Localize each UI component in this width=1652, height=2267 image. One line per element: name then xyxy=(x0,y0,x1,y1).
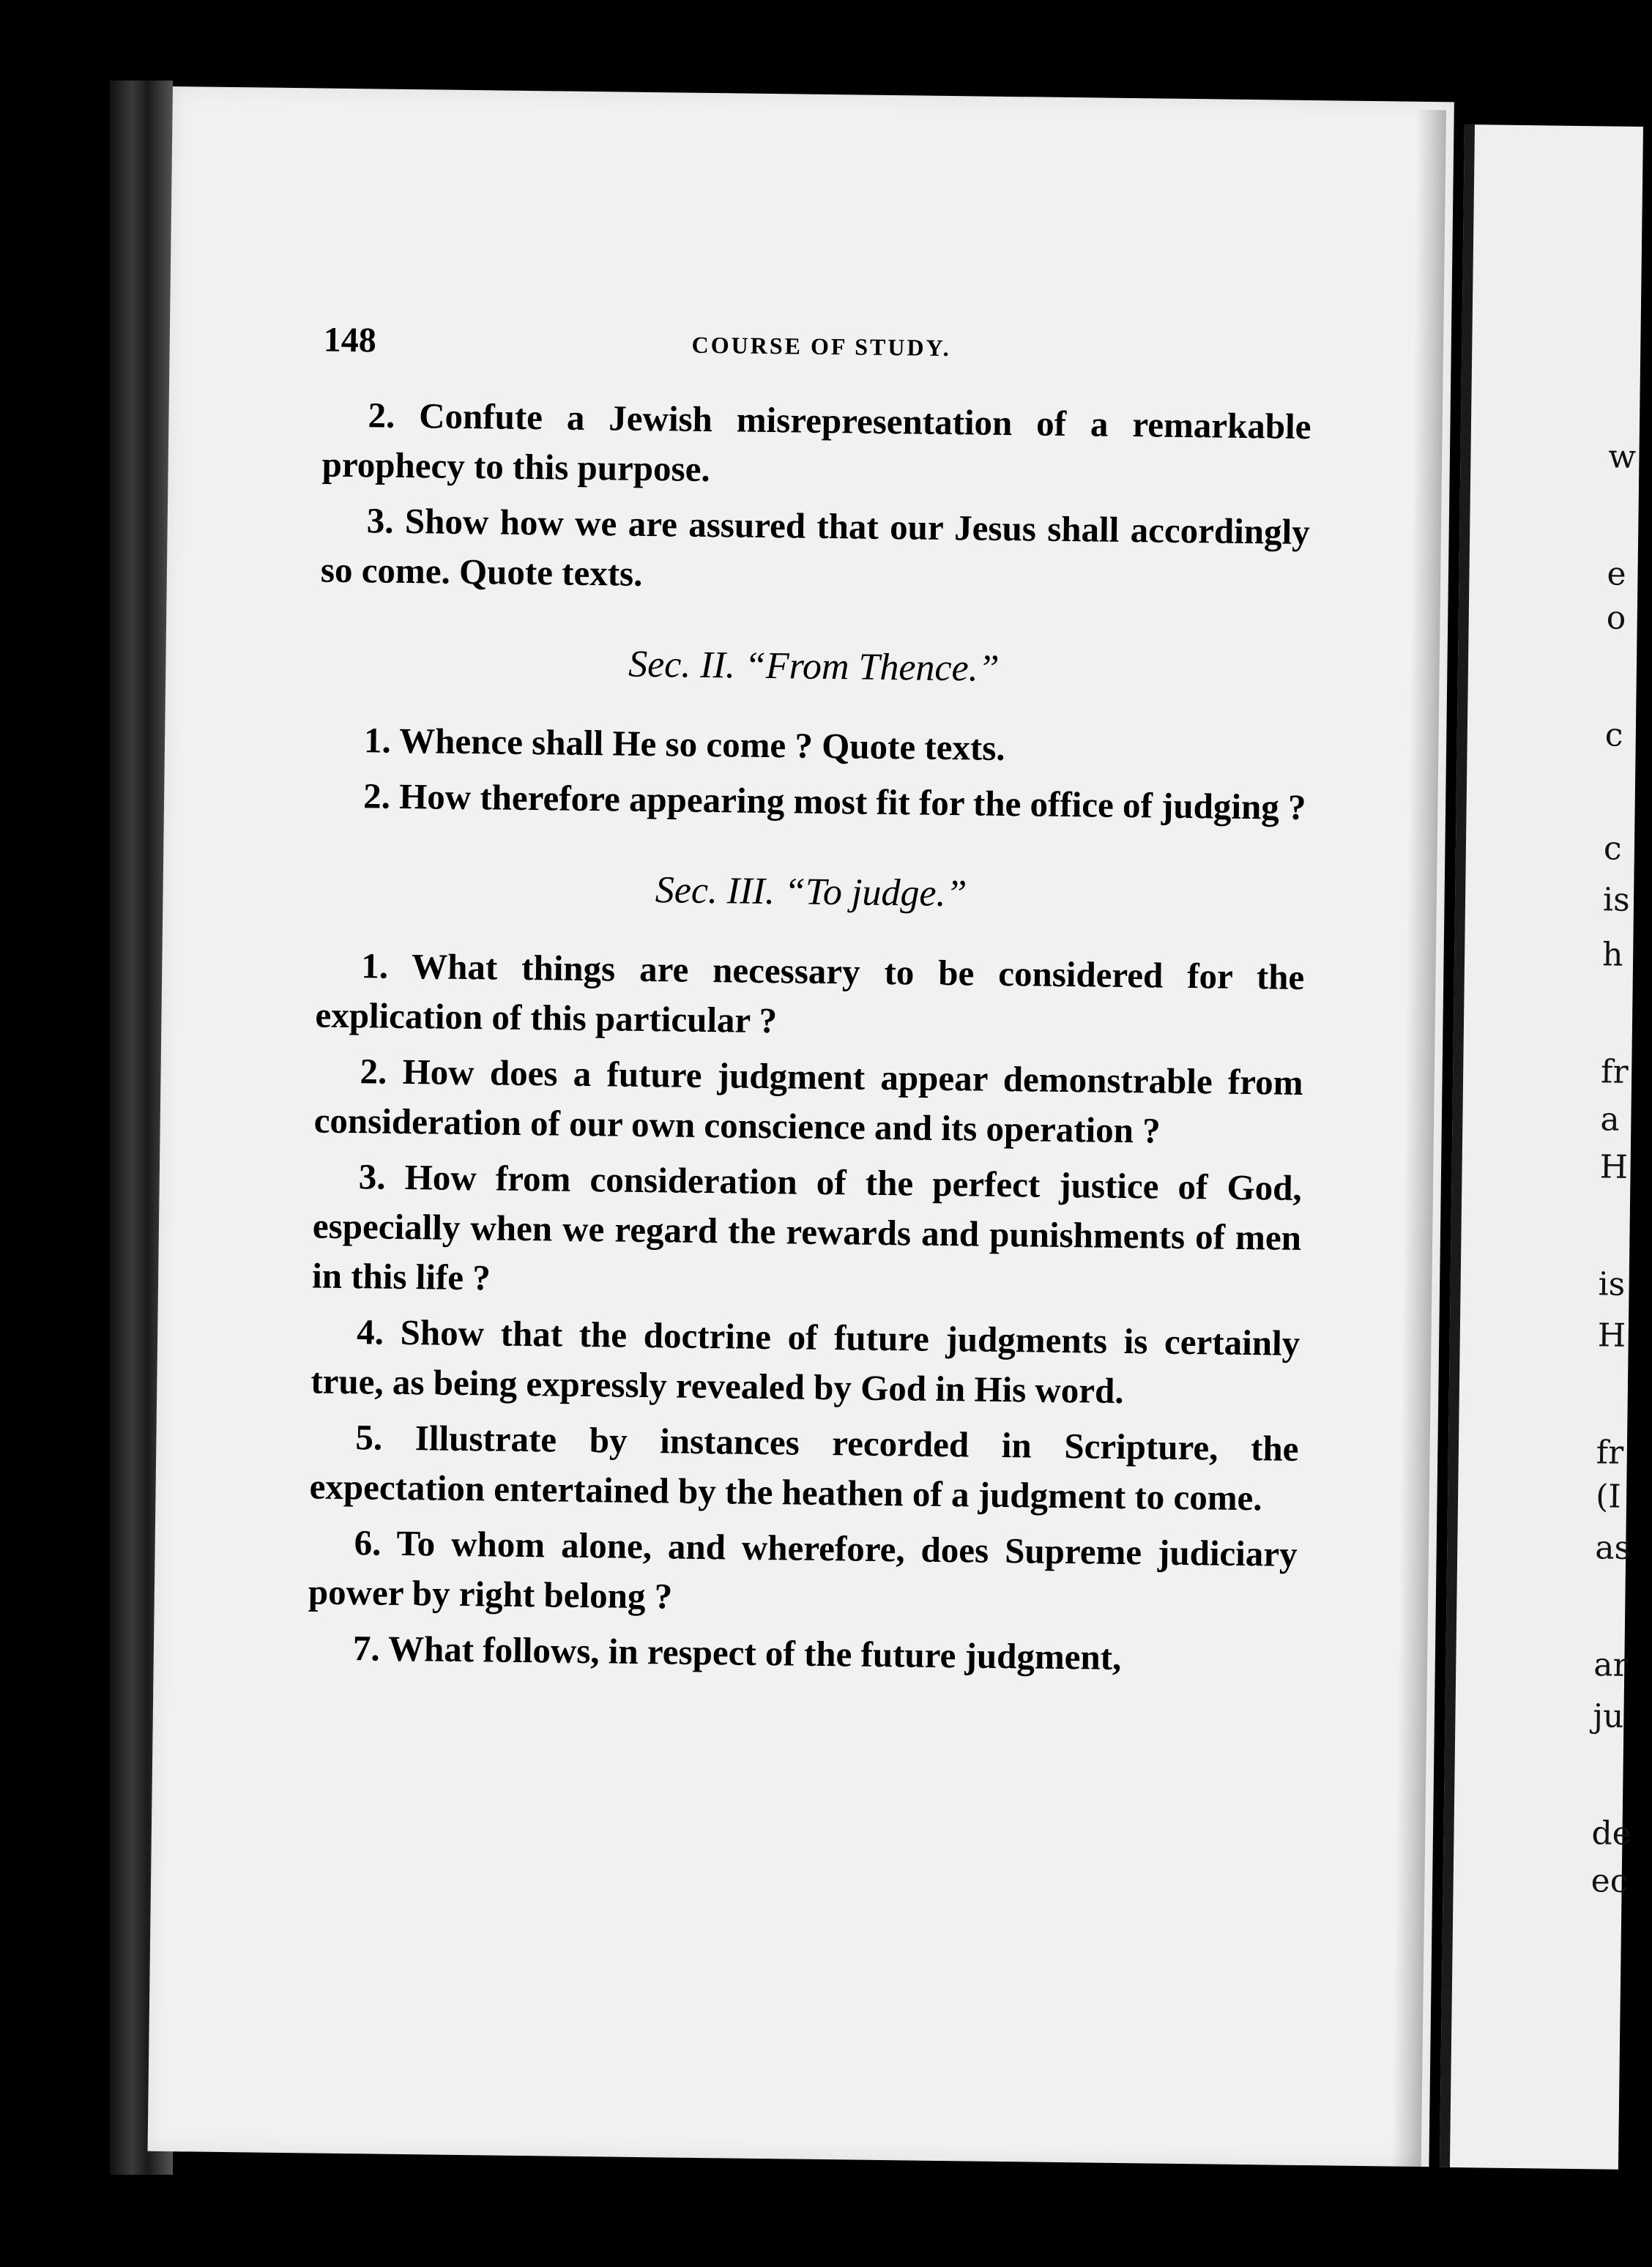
facing-page-fragment: is xyxy=(1602,881,1631,919)
question-item: 3. How from consideration of the perfect justice of God, especially when we regard the rewards and punishments of men in this life ? xyxy=(311,1156,1303,1298)
facing-page-fragment: H xyxy=(1597,1317,1626,1355)
page-number: 148 xyxy=(323,320,377,360)
question-item: 5. Illustrate by instances recorded in Scripture, the expectation entertained by the heathen of a judgment to come. xyxy=(309,1417,1299,1519)
facing-page-fragment: c xyxy=(1603,830,1622,868)
facing-page xyxy=(1440,124,1643,2170)
section-three xyxy=(308,861,1306,1684)
section-continued xyxy=(321,390,1311,607)
question-item: 7. What follows, in respect of the future judgment, xyxy=(352,1628,1122,1678)
facing-page-fragment: fr xyxy=(1600,1053,1629,1091)
facing-page-fragment: ec xyxy=(1590,1862,1629,1900)
facing-page-fragment: h xyxy=(1601,936,1623,974)
section-two xyxy=(318,636,1309,833)
facing-page-fragment: fr xyxy=(1596,1434,1624,1472)
facing-page-fragment: ju xyxy=(1593,1697,1624,1735)
facing-page-fragment: is xyxy=(1598,1265,1626,1303)
facing-page-fragment: w xyxy=(1608,438,1637,476)
facing-page-fragment: c xyxy=(1604,716,1623,754)
facing-page-fragment: as xyxy=(1594,1529,1631,1567)
facing-page-fragment: (I xyxy=(1595,1478,1621,1516)
section-heading: Sec. II. “From Thence.” xyxy=(628,643,1000,690)
question-item: 1. What things are necessary to be considered for the explication of this particular ? xyxy=(315,945,1305,1041)
page-header xyxy=(323,320,1305,376)
section-heading: Sec. III. “To judge.” xyxy=(655,869,967,915)
facing-page-fragment: de xyxy=(1591,1814,1632,1853)
running-head: COURSE OF STUDY. xyxy=(691,331,952,362)
question-item: 1. Whence shall He so come ? Quote texts. xyxy=(363,720,1005,768)
question-item: 2. How does a future judgment appear demonstrable from consideration of our own conscience and its operation ? xyxy=(313,1051,1303,1151)
question-item: 6. To whom alone, and wherefore, does Supreme judiciary power by right belong ? xyxy=(308,1522,1298,1617)
question-item: 3. Show how we are assured that our Jesus shall accordingly so come. Quote texts. xyxy=(320,500,1311,594)
facing-page-fragment: e xyxy=(1607,555,1626,593)
question-item: 2. Confute a Jewish misrepresentation of a remarkable prophecy to this purpose. xyxy=(321,395,1311,490)
facing-page-fragment: o xyxy=(1606,599,1626,637)
page-body xyxy=(307,390,1311,1691)
book-page xyxy=(148,86,1454,2167)
question-item: 2. How therefore appearing most fit for the office of judging ? xyxy=(362,775,1306,827)
facing-page-fragment: a xyxy=(1600,1101,1620,1139)
question-item: 4. Show that the doctrine of future judgments is certainly true, as being expressly revealed by God in His word. xyxy=(310,1311,1301,1411)
facing-page-fragment: ar xyxy=(1593,1646,1629,1684)
facing-page-fragment: H xyxy=(1599,1148,1629,1186)
